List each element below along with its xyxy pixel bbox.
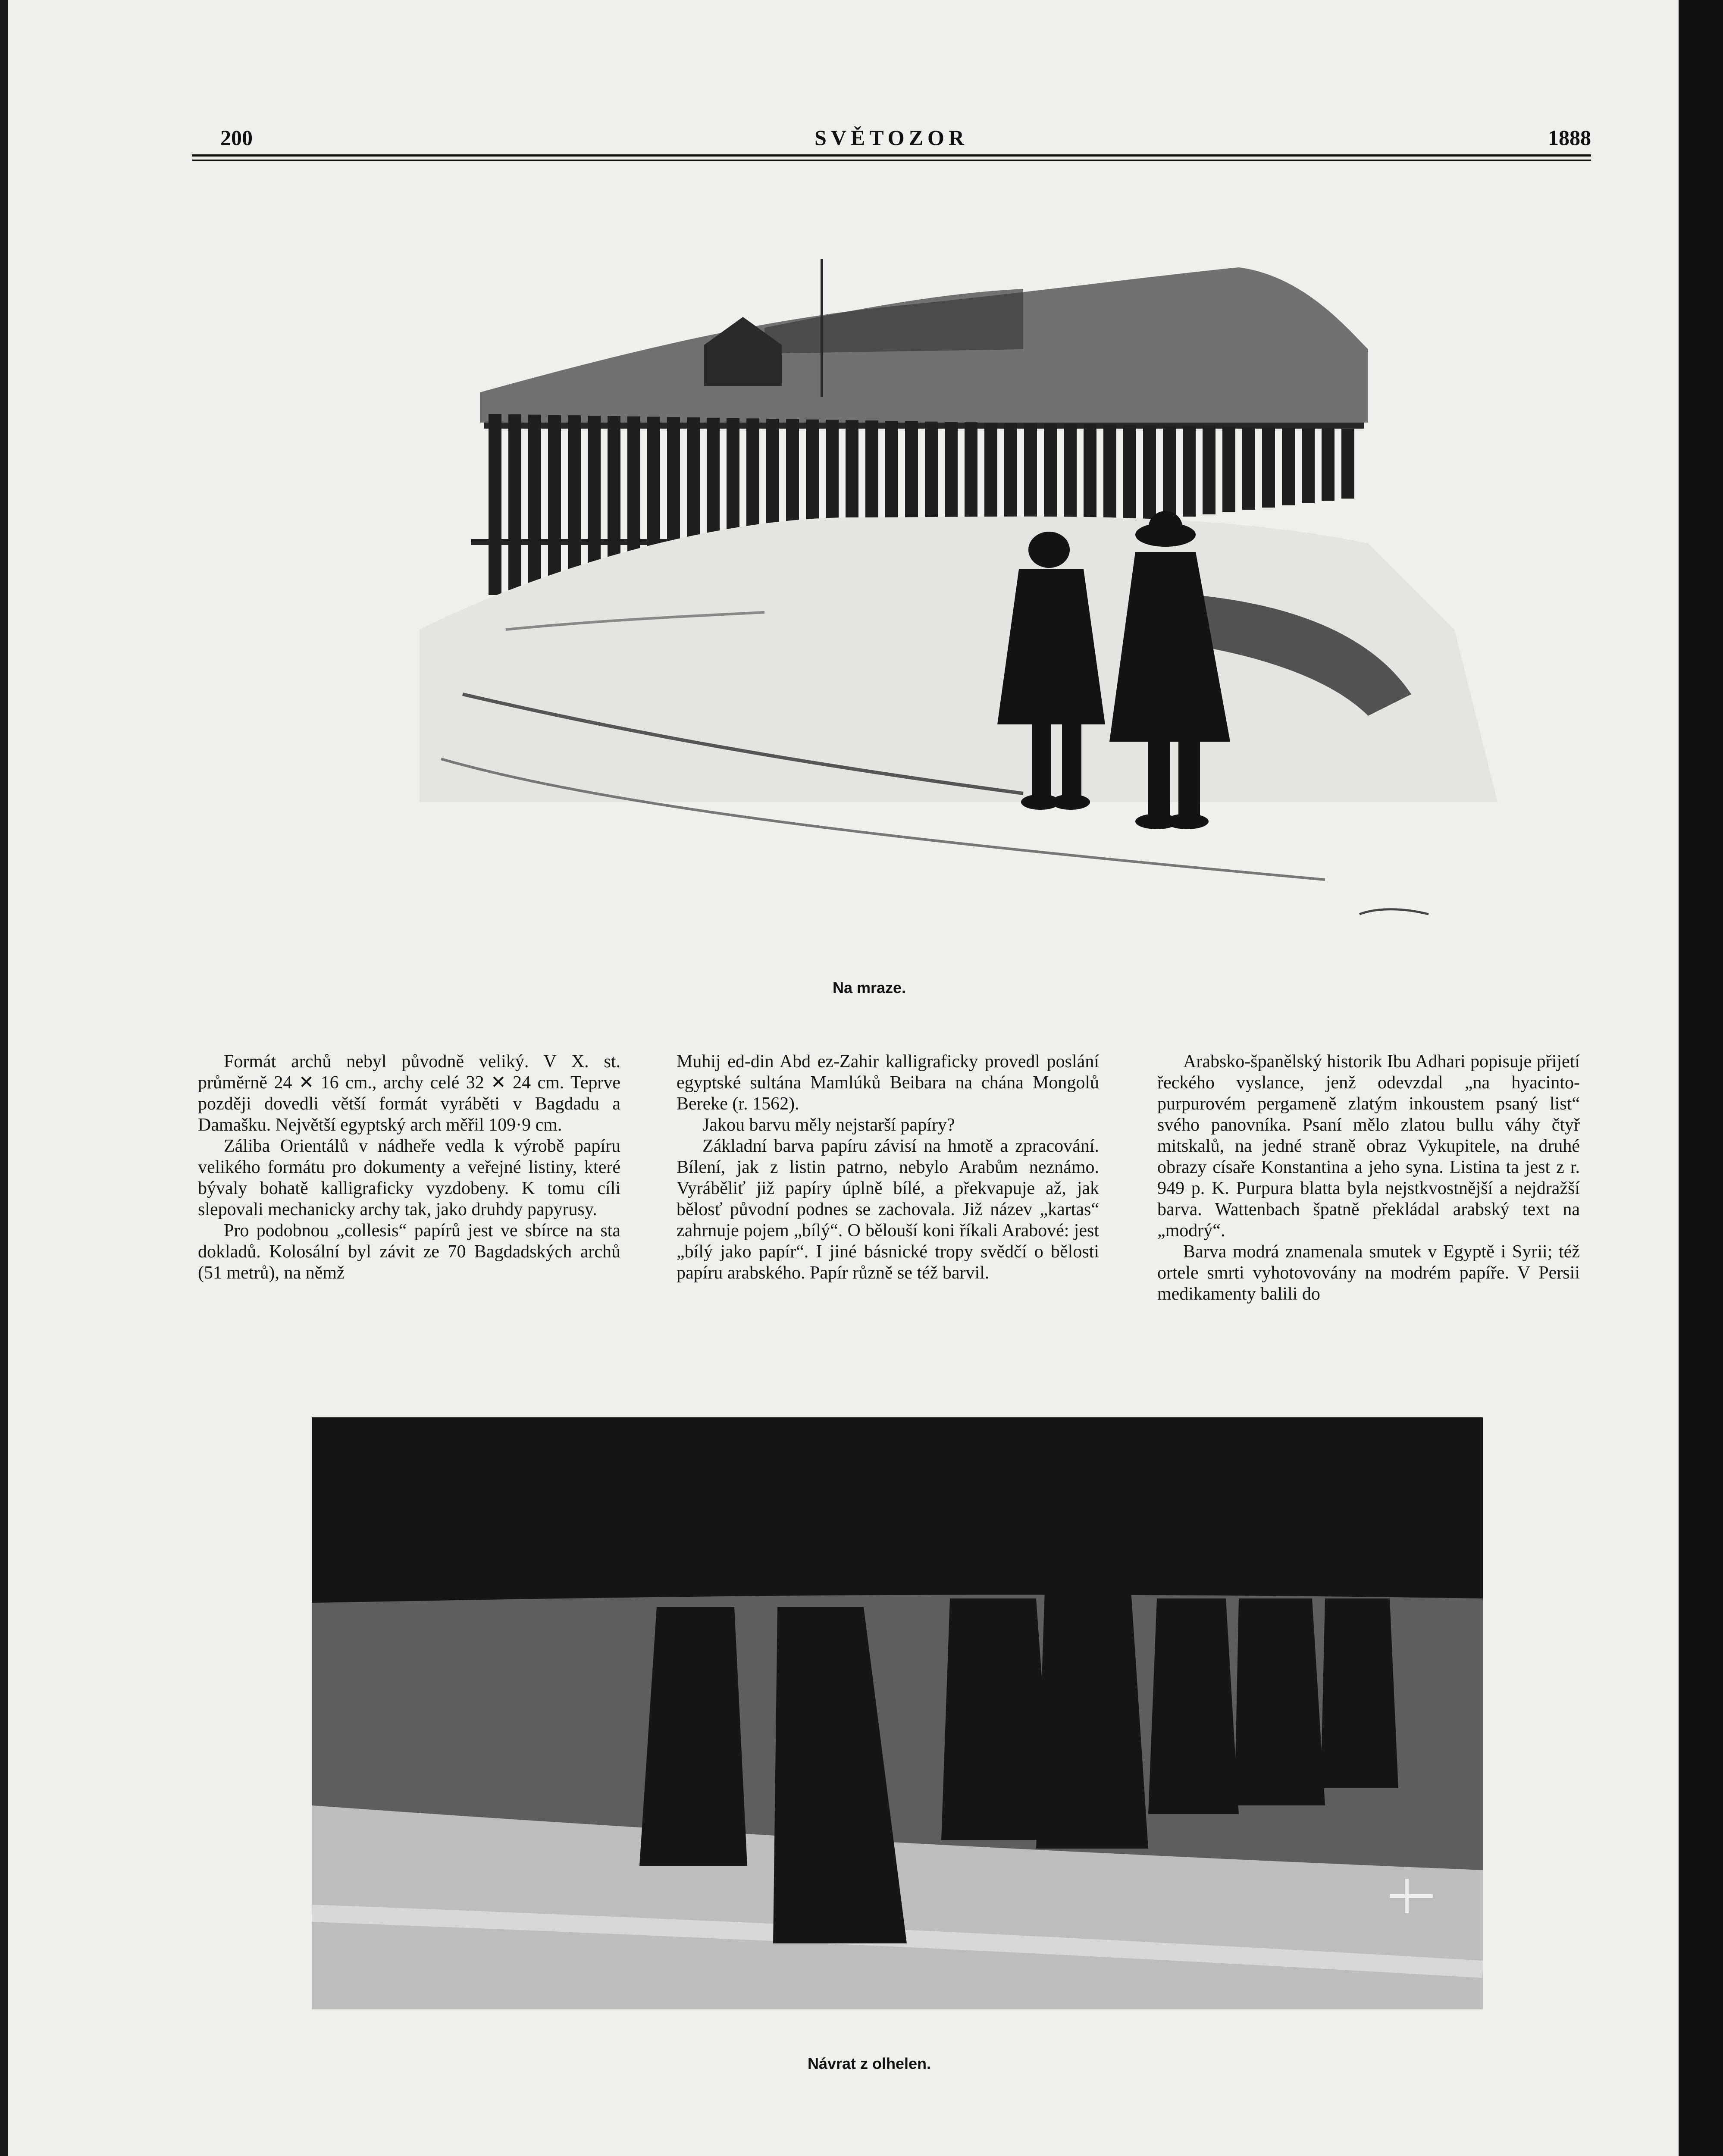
text-column-3 (1157, 1051, 1580, 1305)
page-number: 200 (220, 125, 253, 150)
caption-navrat: Návrat z olhelen. (807, 2055, 931, 2072)
journal-title: SVĚTOZOR (815, 125, 968, 150)
paragraph: Jakou barvu měly nejstarší papíry? (702, 1115, 955, 1135)
header-rule-double (192, 160, 1591, 161)
caption-na-mraze: Na mraze. (832, 979, 906, 997)
paragraph: Pro podobnou „collesis“ papírů jest ve sbírce na sta dokladů. Kolosální byl závit ze 70 Bagdadských archů (51 metrů), na němž (198, 1221, 620, 1283)
paragraph: Záliba Orientálů v nádheře vedla k výrobě papíru velikého formátu pro dokumenty a veřejné listiny, které bývaly bohatě kalligraficky vyzdobeny. K tomu cíli slepovali mechanicky archy tak, jako druhdy papyrusy. (198, 1136, 620, 1219)
year: 1888 (1548, 125, 1591, 150)
text-column-2 (677, 1051, 1099, 1284)
text-column-1 (198, 1051, 620, 1284)
illustration-winter-scene (376, 241, 1526, 959)
paragraph: Formát archů nebyl původně veliký. V X. st. průměrně 24 ✕ 16 cm., archy celé 32 ✕ 24 cm. Teprve později dovedli větší formát vyráběti v Bagdadu a Damašku. Největší egyptský arch měřil 109·9 cm. (198, 1052, 620, 1135)
page-header (192, 121, 1591, 160)
paragraph: Základní barva papíru závisí na hmotě a zpracování. Bílení, jak z listin patrno, nebylo Arabům neznámo. Vyráběliť již papíry úplně bílé, a překvapuje až, jak bělosť původní podnes se zachovala. Již název „kartas“ zahrnuje pojem „bílý“. O bělouší koni říkali Arabové: jest „bílý jako papír“. I jiné básnické tropy svědčí o bělosti papíru arabského. Papír různě se též barvil. (677, 1136, 1099, 1283)
paragraph: Arabsko-španělský historik Ibu Adhari popisuje přijetí řeckého vyslance, jenž odevzdal „na hyacinto-purpurovém pergameně zlatým inkoustem psaný list“ svého panovníka. Psaní mělo zlatou bullu váhy čtyř mitskalů, na jedné straně obraz Vykupitele, na druhé obrazy císaře Konstantina a jeho syna. Listina ta jest z r. 949 p. K. Purpura blatta byla nejstkvostnější a nejdražší barva. Wattenbach špatně překládal arabský text na „modrý“. (1157, 1052, 1580, 1241)
magazine-page (8, 0, 1679, 2156)
illustration-return-scene (312, 1417, 1483, 2009)
scan-edge (1679, 0, 1723, 2156)
paragraph: Barva modrá znamenala smutek v Egyptě i Syrii; též ortele smrti vyhotovovány na modrém papíře. V Persii medikamenty balili do (1157, 1242, 1580, 1304)
header-rule (192, 154, 1591, 157)
paragraph: Muhij ed-din Abd ez-Zahir kalligraficky provedl poslání egyptské sultána Mamlúků Beibara na chána Mongolů Bereke (r. 1562). (677, 1052, 1099, 1114)
